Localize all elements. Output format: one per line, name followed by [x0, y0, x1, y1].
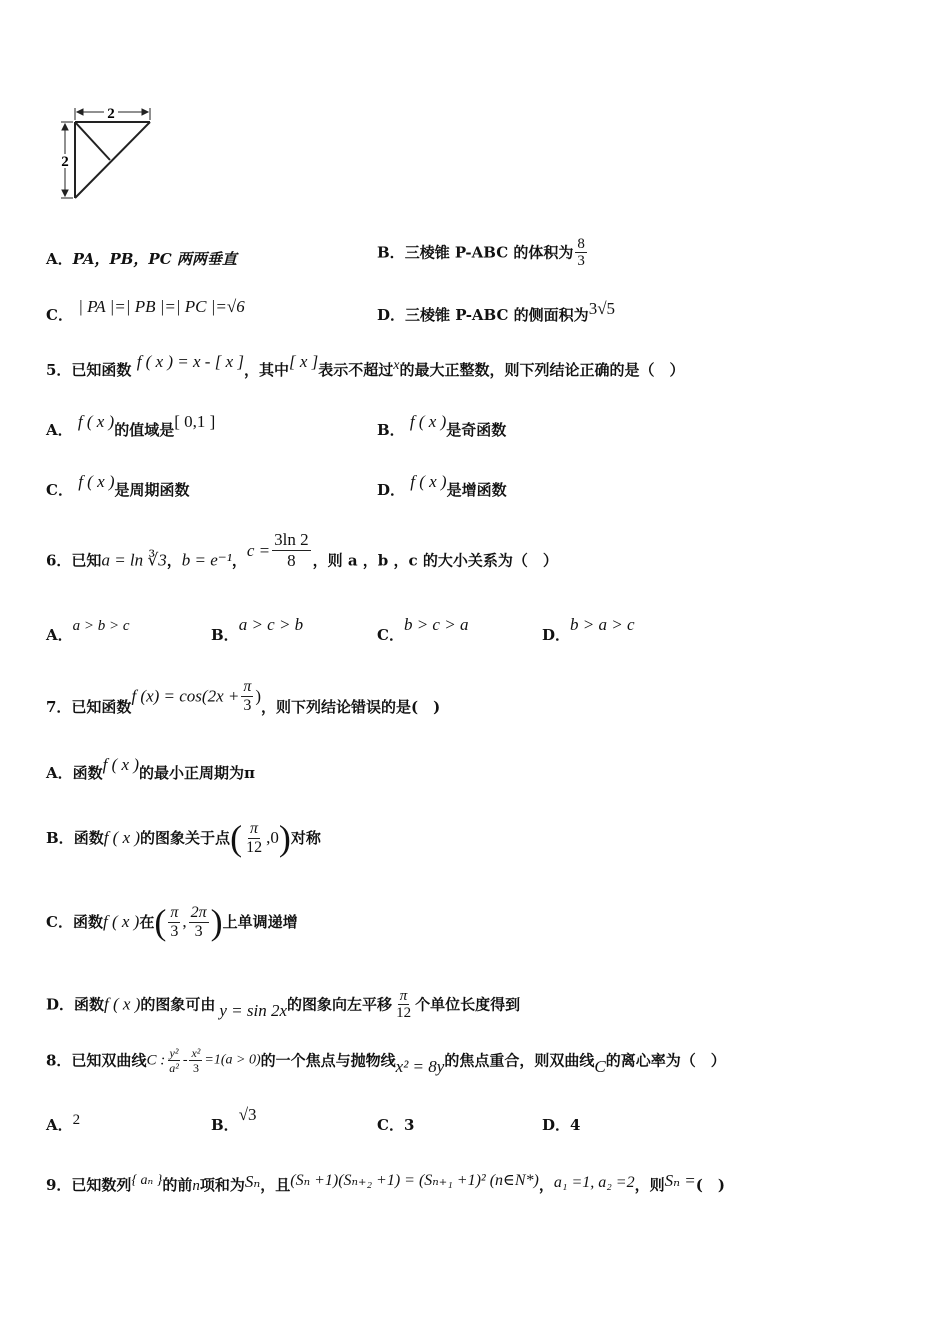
option-label: C． [46, 306, 73, 324]
q6-option-c[interactable]: C．b > c > a [377, 615, 469, 644]
q7-option-c[interactable]: C．函数f ( x )在( $\frac{\pi}{3}$ , $\frac{2\pi}{3}$ )上单调递增 [46, 902, 298, 942]
q7-function: f (x) = cos(2x + [131, 686, 240, 706]
option-text: 三棱锥 P-ABC 的侧面积为 [405, 306, 589, 324]
q6-option-d[interactable]: D．b > a > c [542, 615, 635, 644]
option-label: A． [46, 250, 73, 268]
q6-c-lhs: c = [246, 540, 271, 560]
q5-stem: 5．已知函数 f ( x ) = x - [ x ]，其中[ x ]表示不超过x的最大正整数，则下列结论正确的是（ ） [46, 352, 685, 379]
figure-top-label: 2 [107, 108, 115, 122]
q5-option-d[interactable]: D． f ( x )是增函数 [377, 472, 507, 499]
q4-option-d[interactable] [377, 299, 616, 325]
q8-option-c[interactable]: C．3 [377, 1116, 415, 1134]
q8-option-a[interactable]: A．2 [46, 1112, 81, 1134]
q5-function: f ( x ) = x - [ x ] [136, 352, 244, 371]
q6-c-fraction: $\frac{3\ln 2}{8}$ [274, 530, 309, 570]
q5-bracket: [ x ] [289, 352, 319, 371]
q8-stem: 8．已知双曲线C : $\frac{\text{y²}}{\text{a²}}$ - $\frac{\text{x²}}{3}$ =1(a > 0)的一个焦点与抛物线x² = 8y的焦点重合，则双曲线C的离心率为（ ） [46, 1046, 726, 1076]
q9-stem: 9．已知数列{ aₙ }的前n项和为Sₙ，且(Sₙ +1)(Sₙ₊₂ +1) = (Sₙ₊₁ +1)² (n∈N*)，a₁ =1, a₂ =2，则Sₙ =( ) [46, 1171, 725, 1194]
q5-option-c[interactable]: C． f ( x )是周期函数 [46, 472, 190, 499]
q8-option-d[interactable]: D．4 [542, 1116, 581, 1134]
q7-option-d[interactable]: D．函数f ( x )的图象可由 y = sin 2x的图象向左平移 $\frac{\pi}{12}$ 个单位长度得到 [46, 988, 521, 1021]
q7-option-a[interactable]: A．函数f ( x )的最小正周期为π [46, 755, 255, 782]
q8-fraction-2: $\frac{\text{x²}}{3}$ [191, 1046, 201, 1075]
q6-option-a[interactable]: A．a > b > c [46, 618, 130, 644]
q7-option-b[interactable]: B．函数f ( x )的图象关于点( $\frac{\pi}{12}$ ,0)对称 [46, 818, 321, 858]
q8-parabola: x² = 8y [395, 1056, 445, 1076]
q5-option-b[interactable]: B． f ( x )是奇函数 [377, 412, 507, 439]
figure-inner-line [75, 122, 110, 160]
q7-phase-fraction: $\frac{\pi}{3}$ [243, 678, 252, 714]
q6-stem: 6．已知a = ln ∛3，b = e⁻¹，c = $\frac{3\ln 2}{8}$ ，则 a ，b ，c 的大小关系为（ ） [46, 530, 558, 570]
option-text: 三棱锥 P-ABC 的体积为 [404, 243, 574, 262]
geometry-figure [55, 108, 155, 203]
q6-b-expr: b = e⁻¹ [181, 550, 232, 570]
q7-c-fraction-2: $\frac{2\pi}{3}$ [190, 903, 207, 940]
q7-stem: 7．已知函数f (x) = cos(2x + $\frac{\pi}{3}$ )，则下列结论错误的是( ) [46, 678, 441, 716]
q9-relation: (Sₙ +1)(Sₙ₊₂ +1) = (Sₙ₊₁ +1)² (n∈N*) [290, 1172, 539, 1189]
option-label: D． [377, 306, 406, 324]
option-math: 3√5 [588, 299, 616, 318]
q7-c-fraction-1: $\frac{\pi}{3}$ [170, 903, 179, 940]
q5-option-a[interactable]: A． f ( x )的值域是[ 0,1 ] [46, 412, 216, 439]
option-text: PA，PB，PC 两两垂直 [72, 250, 237, 268]
q6-option-b[interactable]: B．a > c > b [211, 615, 304, 644]
q7-b-fraction: $\frac{\pi}{12}$ [246, 819, 263, 856]
q6-a-expr: a = ln ∛3 [101, 550, 167, 570]
figure-left-label: 2 [61, 154, 69, 170]
volume-fraction: $\frac{8}{3}$ [577, 236, 585, 269]
option-label: B． [377, 243, 405, 262]
q4-option-c[interactable] [46, 297, 245, 325]
option-math: | PA |=| PB |=| PC |=√6 [78, 297, 245, 316]
q9-sequence: { aₙ } [131, 1173, 163, 1188]
q4-option-a[interactable] [46, 249, 237, 269]
q4-option-b[interactable] [377, 236, 589, 269]
q7-d-fraction: $\frac{\pi}{12}$ [396, 988, 412, 1021]
q8-option-b[interactable]: B．√3 [211, 1105, 257, 1134]
q8-fraction-1: $\frac{\text{y²}}{\text{a²}}$ [169, 1046, 179, 1075]
q9-initial-values: a₁ =1, a₂ =2 [553, 1174, 635, 1191]
